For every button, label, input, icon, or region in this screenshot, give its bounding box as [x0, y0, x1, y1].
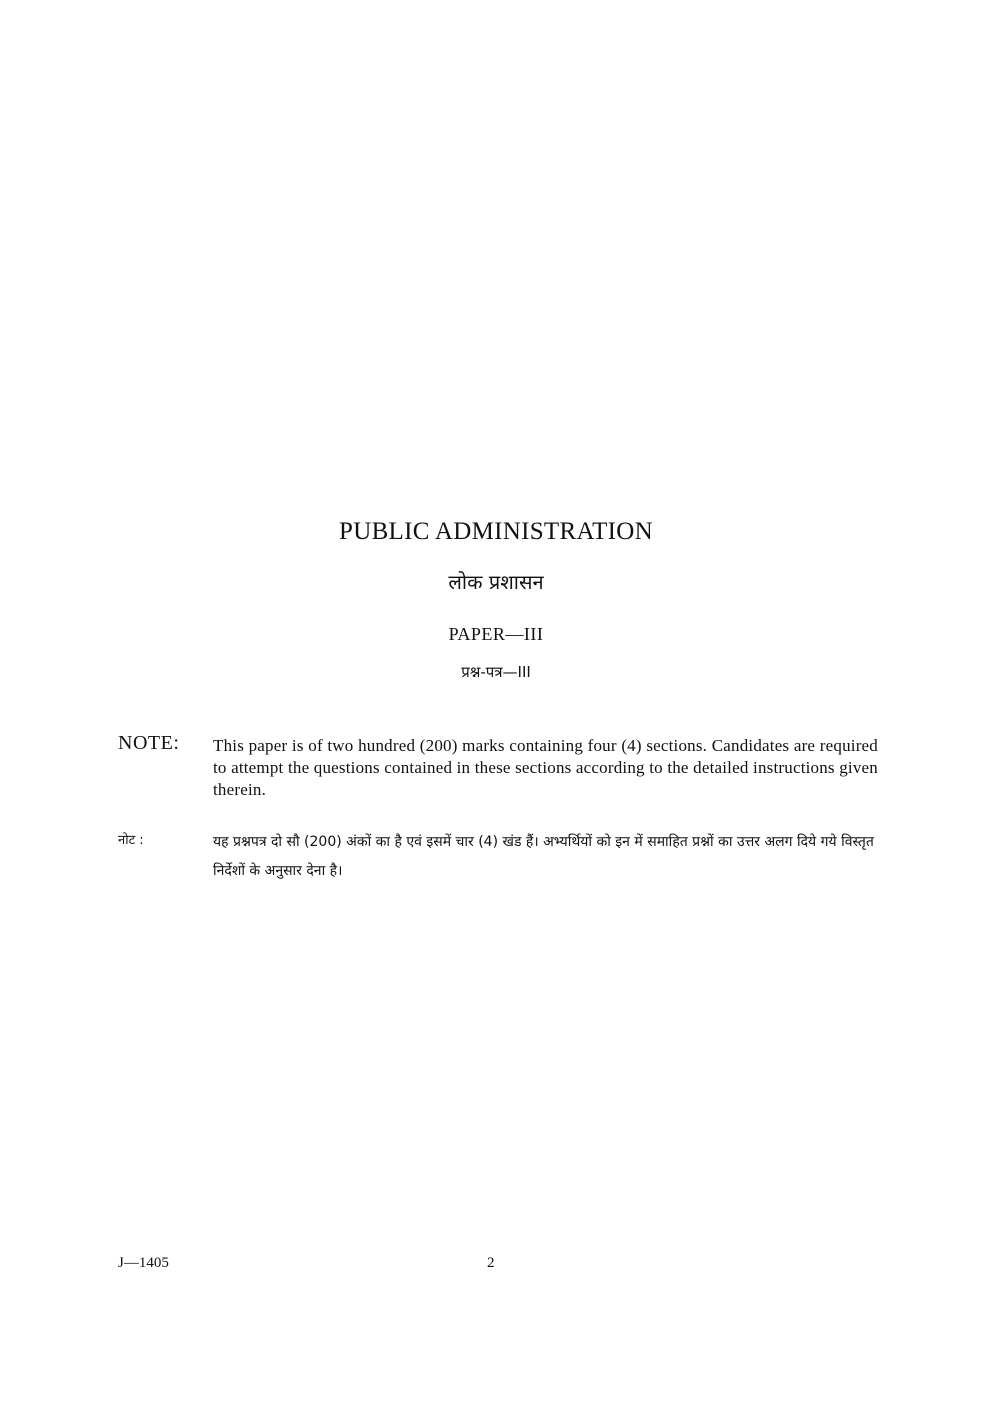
page-number: 2	[487, 1255, 495, 1271]
page-title-hindi: लोक प्रशासन	[448, 570, 544, 594]
footer-code: J—1405	[118, 1255, 169, 1271]
note-label-hindi: नोट :	[118, 833, 144, 848]
paper-label: PAPER—III	[448, 624, 544, 644]
page-title: PUBLIC ADMINISTRATION	[339, 518, 653, 545]
note-label: NOTE:	[118, 732, 180, 754]
note-text-hindi: यह प्रश्नपत्र दो सौ (200) अंकों का है एवं इसमें चार (4) खंड हैं। अभ्यर्थियों को इन में समाहित प्रश्नों का उत्तर अलग दिये गये विस्तृत निर्देशों के अनुसार देना है।	[213, 834, 874, 879]
paper-label-hindi: प्रश्न-पत्र—III	[461, 663, 531, 681]
note-text: This paper is of two hundred (200) marks containing four (4) sections. Candidates are required to attempt the questions contained in these sections according to the detailed instructions given therein.	[213, 736, 878, 799]
